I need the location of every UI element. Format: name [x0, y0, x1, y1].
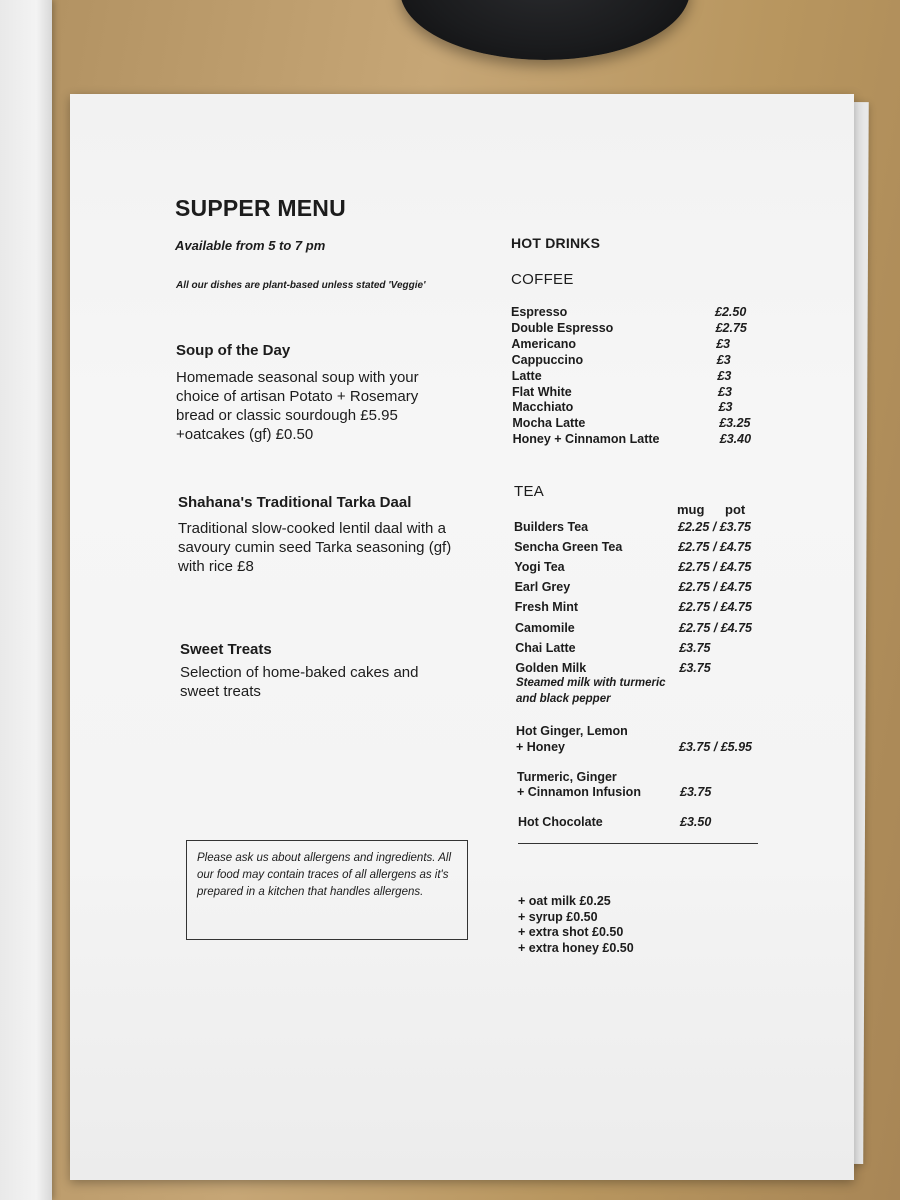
extra-item-text: + extra shot £0.50 — [518, 925, 624, 940]
tea-item-price: £3.75 — [679, 640, 711, 655]
dish-description-soup: Homemade seasonal soup with your choice of artisan Potato + Rosemary bread or classic sourdough £5.95 +oatcakes (gf) £0.50 — [176, 369, 419, 443]
special-name-line: + Cinnamon Infusion — [517, 785, 641, 799]
tea-item-price: £2.75 / £4.75 — [678, 600, 752, 615]
tea-item-price: £2.75 / £4.75 — [678, 560, 752, 575]
coffee-item-price: £3 — [716, 336, 731, 351]
extra-item-text: + oat milk £0.25 — [518, 894, 611, 908]
tea-item-price: £2.75 / £4.75 — [679, 620, 752, 635]
coffee-item-name: Cappuccino — [511, 352, 584, 367]
special-name-line: Hot Ginger, Lemon — [516, 724, 628, 738]
tea-item-name: Fresh Mint — [514, 600, 578, 615]
coffee-item-price: £2.50 — [715, 305, 747, 319]
dish-description-daal: Traditional slow-cooked lentil daal with a savoury cumin seed Tarka seasoning (gf) with rice £8 — [178, 520, 452, 575]
tea-item-name: Camomile — [515, 620, 575, 635]
tea-item-price: £2.25 / £3.75 — [678, 520, 751, 534]
coffee-item-name: Macchiato — [512, 400, 574, 415]
tea-item-name: Earl Grey — [514, 580, 571, 595]
allergen-notice-box — [186, 840, 468, 940]
coffee-item-name: Flat White — [512, 384, 572, 399]
coffee-heading: COFFEE — [511, 271, 574, 288]
dish-title-daal: Shahana's Traditional Tarka Daal — [178, 494, 412, 511]
golden-milk-note-line-1: Steamed milk with turmeric — [516, 677, 666, 689]
special-name-line: + Honey — [516, 740, 565, 754]
dish-title-sweet-treats: Sweet Treats — [180, 641, 272, 658]
availability-text: Available from 5 to 7 pm — [175, 238, 326, 253]
divider-line — [518, 843, 758, 844]
golden-milk-note-line-2: and black pepper — [516, 693, 611, 705]
coffee-item-name: Espresso — [511, 305, 568, 319]
tea-heading: TEA — [514, 483, 545, 500]
menu-sheet — [70, 94, 854, 1180]
coffee-item-price: £2.75 — [715, 320, 747, 335]
dish-title-soup: Soup of the Day — [176, 342, 291, 359]
tea-item-name: Yogi Tea — [514, 560, 565, 575]
coffee-item-price: £3 — [716, 352, 731, 367]
special-price: £3.75 — [680, 785, 712, 799]
coffee-item-name: Mocha Latte — [512, 416, 586, 431]
tea-item-price: £3.75 — [679, 660, 711, 675]
coffee-item-name: Honey + Cinnamon Latte — [512, 432, 660, 447]
tea-column-mug: mug — [677, 502, 705, 517]
extra-item-text: + syrup £0.50 — [518, 909, 598, 924]
dish-description-sweet-treats: Selection of home-baked cakes and sweet treats — [180, 664, 419, 700]
tea-item-name: Golden Milk — [515, 660, 587, 675]
adjacent-paper-sheet — [0, 0, 52, 1200]
menu-title: SUPPER MENU — [175, 195, 346, 221]
tea-item-name: Builders Tea — [514, 520, 589, 534]
tea-item-name: Chai Latte — [515, 640, 576, 655]
coffee-item-price: £3 — [718, 384, 732, 399]
special-price: £3.75 / £5.95 — [679, 740, 752, 754]
plant-based-note: All our dishes are plant-based unless stated 'Veggie' — [176, 280, 426, 291]
allergen-notice-text: Please ask us about allergens and ingredients. All our food may contain traces of all allergens as it's prepared in a kitchen that handles allergens. — [197, 852, 452, 898]
coffee-item-name: Americano — [511, 336, 576, 351]
tea-column-pot: pot — [725, 502, 746, 517]
special-name-line: Turmeric, Ginger — [517, 770, 617, 784]
tea-item-price: £2.75 / £4.75 — [678, 540, 752, 555]
special-price: £3.50 — [680, 815, 712, 829]
extra-item-text: + extra honey £0.50 — [518, 940, 634, 955]
hot-drinks-heading: HOT DRINKS — [511, 235, 601, 251]
coffee-item-name: Latte — [511, 368, 542, 383]
coffee-item-price: £3 — [718, 400, 733, 415]
coffee-item-price: £3.25 — [719, 416, 751, 431]
special-name-line: Hot Chocolate — [518, 815, 603, 829]
coffee-item-price: £3.40 — [719, 432, 752, 447]
coffee-item-name: Double Espresso — [511, 320, 614, 335]
tea-item-price: £2.75 / £4.75 — [678, 580, 752, 595]
tea-item-name: Sencha Green Tea — [514, 540, 623, 555]
coffee-item-price: £3 — [717, 368, 732, 383]
